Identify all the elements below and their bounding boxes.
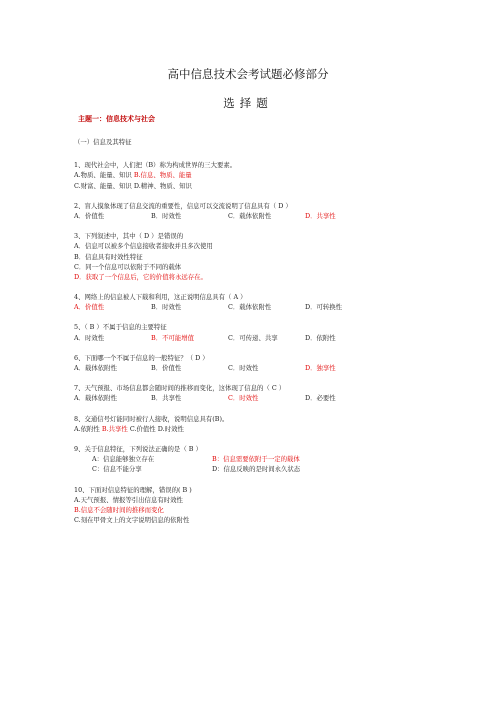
option-a: A．时效性 — [74, 333, 105, 342]
option-b: B．不可能增值 — [151, 333, 195, 342]
question-stem: 7、天气预报、市场信息都会随时间的推移而变化，这体现了信息的（ C ） — [74, 384, 286, 393]
option-a: A．载体依附性 — [74, 364, 117, 372]
question-stem: 2、盲人摸象体现了信息交流的重要性，信息可以交流说明了信息具有（ D ） — [74, 201, 292, 210]
option-d: D.时效性 — [157, 424, 184, 433]
question-stem: 4、网络上的信息被人下载和利用，这正说明信息具有（ A ） — [74, 293, 247, 302]
option-d: D．获取了一个信息后，它的价值将永远存在。 — [74, 272, 207, 281]
option-d: D．依附性 — [305, 333, 336, 342]
option-c: C：信息不能分享 — [92, 465, 142, 474]
section-heading: （一）信息及其特征 — [74, 138, 132, 146]
option-row — [74, 393, 454, 403]
option-a: A.物质、能量、知识 — [74, 171, 132, 180]
option-a: A.依附性 — [74, 424, 100, 433]
option-c: C.刻在甲骨文上的文字说明信息的依附性 — [74, 516, 190, 525]
question-stem: 9、关于信息特征，下列说法正确的是（ B ） — [74, 444, 202, 453]
question-8 — [74, 414, 454, 434]
option-row — [74, 302, 454, 312]
option-c: C．可传递、共享 — [228, 333, 278, 342]
option-line — [74, 424, 454, 434]
topic-heading: 主题一：信息技术与社会 — [78, 115, 155, 123]
document-title: 高中信息技术会考试题必修部分 — [167, 67, 329, 81]
question-stem: 5、（ B ）不属于信息的主要特征 — [74, 323, 167, 332]
question-7 — [74, 383, 454, 403]
option-row — [74, 464, 454, 474]
option-b: B．价值性 — [151, 364, 182, 372]
question-1 — [74, 160, 454, 191]
option-b: B．时效性 — [151, 211, 182, 220]
question-9 — [74, 444, 454, 475]
option-d: D．共享性 — [305, 211, 336, 220]
question-10 — [74, 485, 454, 526]
option-line — [74, 181, 454, 191]
option-a: A．信息可以被多个信息接收者接收并且多次使用 — [74, 242, 213, 251]
option-d: D．可转换性 — [305, 303, 343, 312]
option-d: D．必要性 — [305, 394, 336, 403]
document-subtitle: 选择题 — [223, 96, 273, 110]
option-d: D：信息反映的是时间永久状态 — [212, 465, 301, 474]
option-a: A．载体依附性 — [74, 394, 117, 403]
question-stem: 3、下列叙述中，其中（ D ）是错误的 — [74, 232, 184, 241]
question-stem: 1、现代社会中，人们把（B）称为构成世界的三大要素。 — [74, 161, 237, 170]
option-b: B.信息不会随时间的推移而变化 — [74, 505, 164, 514]
option-a: A.天气预报、情报等引出信息有时效性 — [74, 495, 183, 504]
question-stem: 10、下面对信息特征的理解，错误的( B ) — [74, 485, 192, 494]
option-c: C．时效性 — [228, 394, 259, 403]
option-b: B.信息、物质、能量 — [133, 171, 192, 180]
question-3 — [74, 231, 454, 282]
option-b: B．共享性 — [151, 394, 182, 403]
option-line — [74, 170, 454, 180]
option-row — [74, 454, 454, 464]
option-row — [74, 211, 454, 221]
option-c: C．时效性 — [228, 364, 259, 372]
question-stem: 8、交通信号灯能同时被行人接收，说明信息具有(B)。 — [74, 414, 229, 423]
option-b: B.共享性 — [101, 424, 128, 433]
option-b: B：信息需要依附于一定的载体 — [212, 455, 300, 464]
option-row — [74, 333, 454, 343]
question-5 — [74, 322, 454, 342]
option-c: C.财富、能量、知识 — [74, 181, 132, 190]
option-c: C．载体依附性 — [228, 303, 272, 312]
option-d: D．独享性 — [305, 364, 336, 372]
option-c: C.价值性 — [129, 424, 156, 433]
option-row — [74, 363, 454, 373]
question-list — [74, 137, 454, 535]
option-b: B．信息具有时效性特征 — [74, 252, 143, 261]
question-2 — [74, 201, 454, 221]
option-b: B．时效性 — [151, 303, 182, 312]
question-6 — [74, 353, 454, 373]
option-a: A．价值性 — [74, 211, 105, 220]
question-stem: 6、下面哪一个不属于信息的一般特征？（ D ） — [74, 353, 209, 362]
option-a: A．价值性 — [74, 303, 105, 312]
option-a: A：信息能够独立存在 — [92, 455, 155, 464]
option-d: D.精神、物质、知识 — [133, 181, 192, 190]
option-c: C．载体依附性 — [228, 211, 272, 220]
option-c: C．同一个信息可以依附于不同的载体 — [74, 262, 182, 271]
question-4 — [74, 292, 454, 312]
